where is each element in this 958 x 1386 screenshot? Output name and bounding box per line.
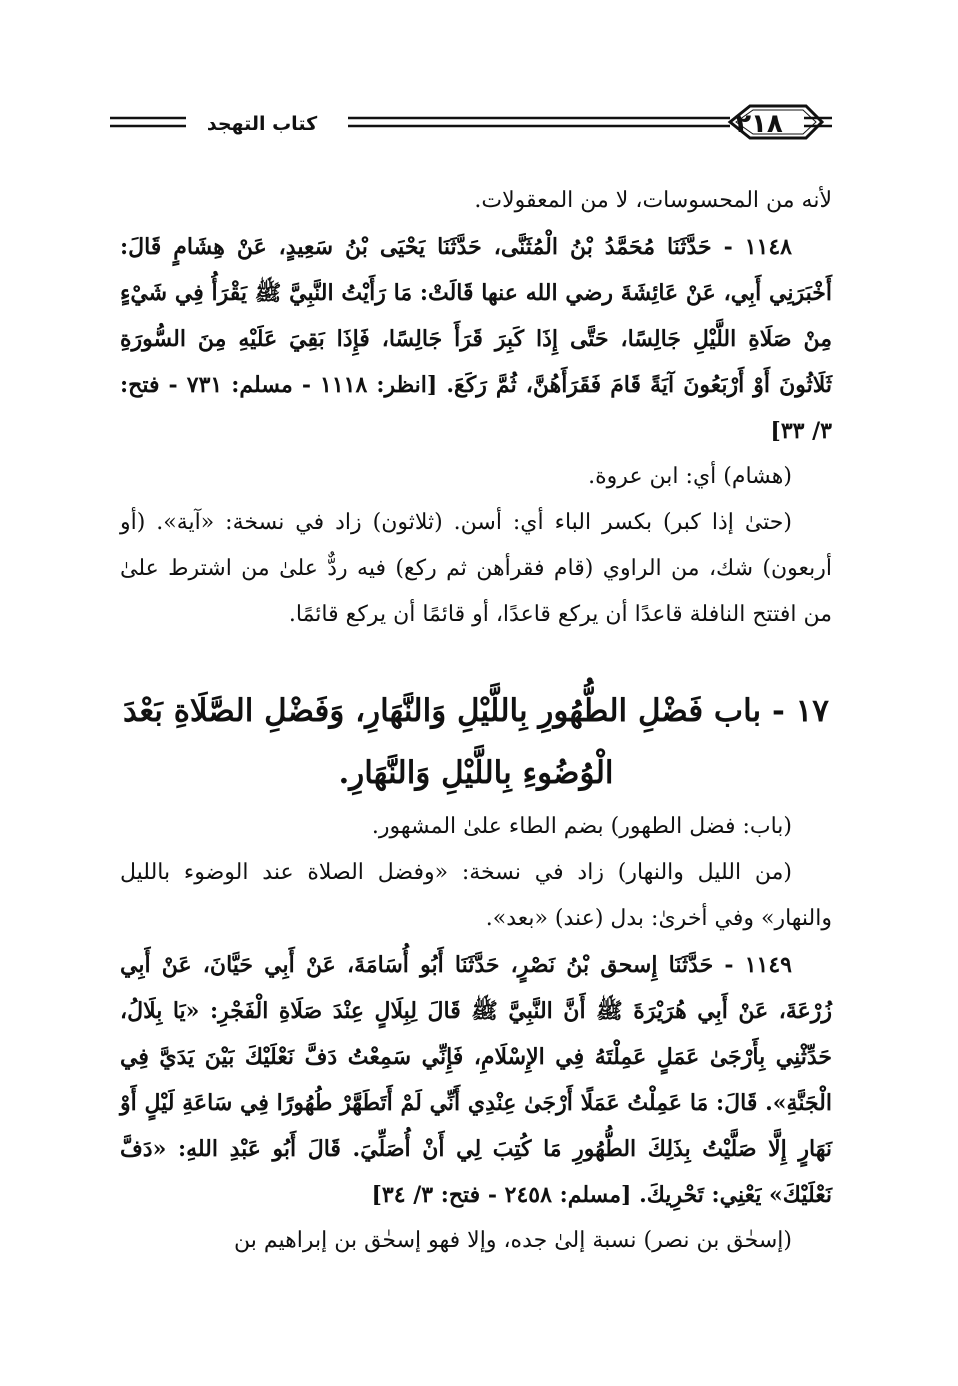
hadith-1148: ١١٤٨ - حَدَّثَنَا مُحَمَّدُ بْنُ الْمُثَنَّى، حَدَّثَنَا يَحْيَى بْنُ سَعِيدٍ، عَنْ هِشَامٍ قَالَ: أَخْبَرَنِي أَبِي، عَنْ عَائِشَةَ رضي الله عنها قَالَتْ: مَا رَأَيْتُ النَّبِيَّ ﷺ يَقْرَأُ فِي شَيْءٍ مِنْ صَلَاةِ اللَّيْلِ جَالِسًا، حَتَّى إِذَا كَبِرَ قَرَأَ جَالِسًا، فَإِذَا بَقِيَ عَلَيْهِ مِنَ السُّورَةِ ثَلَاثُونَ أَوْ أَرْبَعُونَ آيَةً قَامَ فَقَرَأَهُنَّ، ثُمَّ رَكَعَ. [انظر: ١١١٨ - مسلم: ٧٣١ - فتح: ٣/ ٣٣] [120, 234, 832, 444]
upper-text-block [120, 178, 832, 638]
chapter-heading [120, 680, 832, 804]
commentary-ishaq: (إسحٰق بن نصر) نسبة إلىٰ جده، وإلا فهو إسحٰق بن إبراهيم بن [233, 1228, 792, 1253]
commentary-hisham: (هشام) أي: ابن عروة. [588, 464, 792, 489]
page-number: ٢١٨ [735, 109, 783, 139]
commentary-hatta: (حتىٰ إذا كبر) بكسر الباء أي: أسن. (ثلاثون) زاد في نسخة: «آية». (أو أربعون) شك، من الراوي (قام فقرأهن ثم ركع) فيه ردٌّ علىٰ من اشترط علىٰ من افتتح النافلة قاعدًا أن يركع قاعدًا، أو قائمًا أن يركع قائمًا. [120, 510, 832, 627]
hadith-1149: ١١٤٩ - حَدَّثَنَا إِسحق بْنُ نَصْرٍ، حَدَّثَنَا أَبُو أُسَامَةَ، عَنْ أَبِي حَيَّانَ، عَنْ أَبِي زُرْعَةَ، عَنْ أَبِي هُرَيْرَةَ ﷺ أَنَّ النَّبِيَّ ﷺ قَالَ لِبِلَالٍ عِنْدَ صَلَاةِ الْفَجْرِ: «يَا بِلَالُ، حَدِّثْنِي بِأَرْجَىٰ عَمَلٍ عَمِلْتَهُ فِي الإِسْلَامِ، فَإِنِّي سَمِعْتُ دَفَّ نَعْلَيْكَ بَيْنَ يَدَيَّ فِي الْجَنَّةِ». قَالَ: مَا عَمِلْتُ عَمَلًا أَرْجَىٰ عِنْدِي أَنِّي لَمْ أَتَطَهَّرْ طُهُورًا فِي سَاعَةِ لَيْلٍ أَوْ نَهَارٍ إِلَّا صَلَّيْتُ بِذَلِكَ الطُّهُورِ مَا كُتِبَ لِي أَنْ أُصَلِّيَ. قَالَ أَبُو عَبْدِ اللهِ: «دَفَّ نَعْلَيْكَ» يَعْنِي: تَحْرِيكَ. [مسلم: ٢٤٥٨ - فتح: ٣/ ٣٤] [120, 952, 832, 1208]
running-header [110, 96, 832, 160]
chapter-heading-line-2: الْوُضُوءِ بِاللَّيْلِ وَالنَّهَارِ. [338, 755, 614, 791]
continued-line: لأنه من المحسوسات، لا من المعقولات. [474, 188, 832, 213]
commentary-bab: (باب: فضل الطهور) بضم الطاء علىٰ المشهور. [371, 814, 792, 839]
commentary-layl: (من الليل والنهار) زاد في نسخة: «وفضل الصلاة عند الوضوء بالليل والنهار» وفي أخرىٰ: بدل (عند) «بعد». [120, 860, 832, 931]
lower-text-block [120, 804, 832, 1264]
running-title: كتاب التهجد [186, 106, 338, 142]
chapter-heading-line-1: ١٧ - باب فَضْلِ الطُّهُورِ بِاللَّيْلِ وَالنَّهَارِ، وَفَضْلِ الصَّلَاةِ بَعْدَ [123, 693, 829, 729]
